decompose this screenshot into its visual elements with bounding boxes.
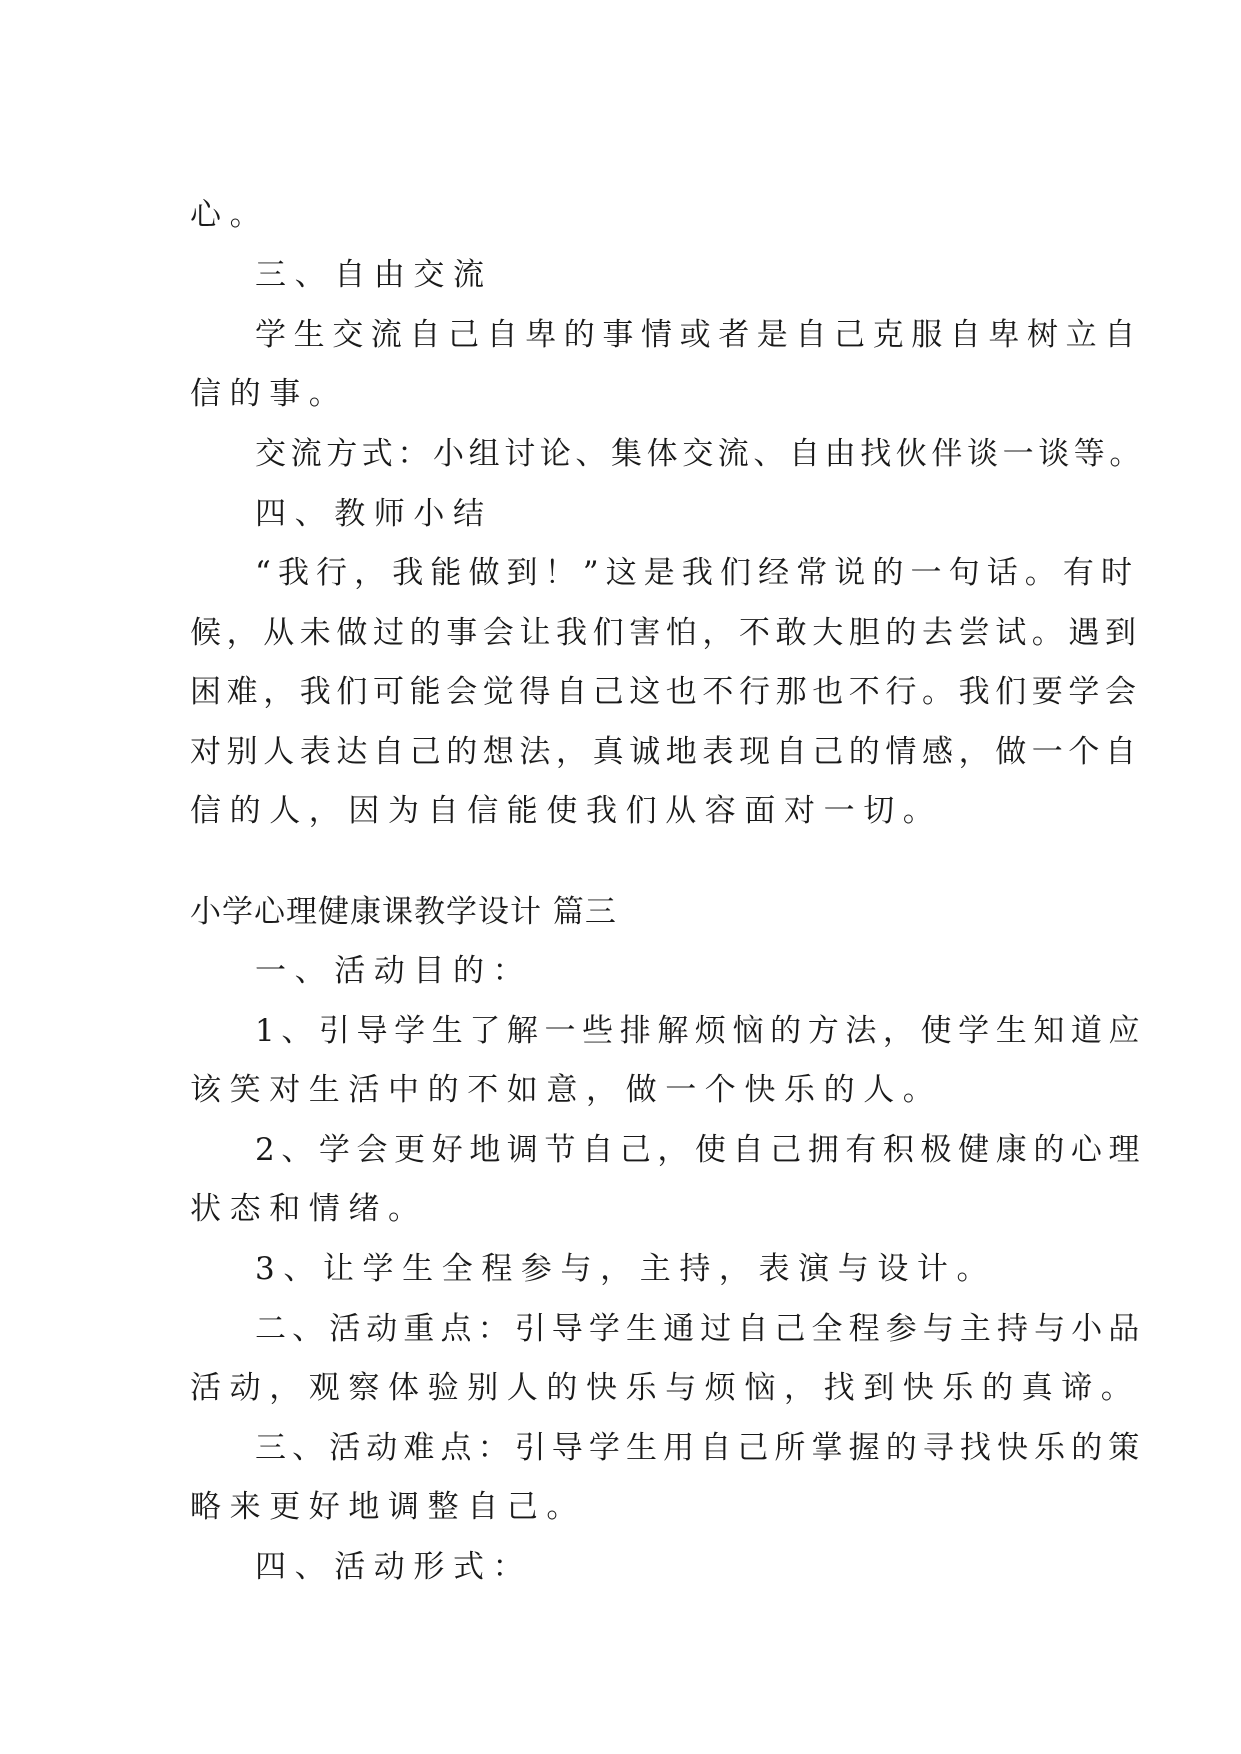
text-line: 交流方式：小组讨论、集体交流、自由找伙伴谈一谈等。 (255, 436, 1145, 472)
text-line: 状态和情绪。 (190, 1191, 428, 1227)
text-line: 心。 (190, 197, 270, 233)
text-line: 困难，我们可能会觉得自己这也不行那也不行。我们要学会 (190, 674, 1142, 710)
text-line: 对别人表达自己的想法，真诚地表现自己的情感，做一个自 (190, 734, 1142, 770)
text-line: 学生交流自己自卑的事情或者是自己克服自卑树立自 (255, 317, 1143, 353)
text-line: 三、活动难点：引导学生用自己所掌握的寻找快乐的策 (255, 1430, 1146, 1466)
text-line: “我行，我能做到！”这是我们经常说的一句话。有时 (255, 555, 1140, 591)
article-title: 小学心理健康课教学设计 篇三 (190, 894, 617, 930)
text-line: 该笑对生活中的不如意，做一个快乐的人。 (190, 1072, 943, 1108)
text-line: 活动，观察体验别人的快乐与烦恼，找到快乐的真谛。 (190, 1370, 1141, 1406)
text-line: 候，从未做过的事会让我们害怕，不敢大胆的去尝试。遇到 (190, 615, 1142, 651)
section-heading: 四、活动形式： (255, 1549, 533, 1585)
section-heading: 一、活动目的： (255, 953, 533, 989)
section-heading: 四、教师小结 (255, 496, 493, 532)
text-line: 信的人，因为自信能使我们从容面对一切。 (190, 793, 943, 829)
section-heading: 三、自由交流 (255, 257, 493, 293)
text-line: 二、活动重点：引导学生通过自己全程参与主持与小品 (255, 1311, 1146, 1347)
text-line: 略来更好地调整自己。 (190, 1489, 586, 1525)
text-line: 3、让学生全程参与，主持，表演与设计。 (255, 1251, 997, 1287)
text-line: 信的事。 (190, 376, 349, 412)
text-line: 2、学会更好地调节自己，使自己拥有积极健康的心理 (255, 1132, 1147, 1168)
text-line: 1、引导学生了解一些排解烦恼的方法，使学生知道应 (255, 1013, 1147, 1049)
